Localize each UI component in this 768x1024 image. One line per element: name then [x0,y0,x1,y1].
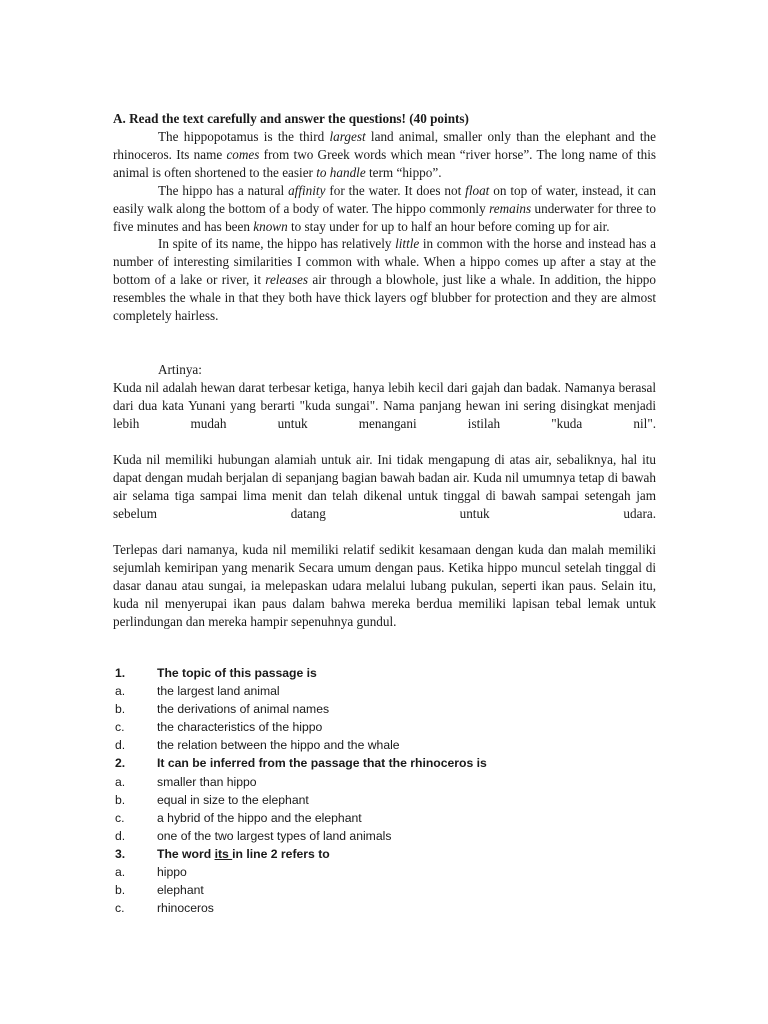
italic-word: comes [226,146,260,162]
question-3-option-b: b. elephant [115,883,204,898]
english-paragraph-3: In spite of its name, the hippo has relatively little in common with the horse and instead has a number of interesting similarities I common with whale. When a hippo comes up after a stay at the bottom of a lake or river, it releases air through a blowhole, just like a whale. In addition, the hippo resembles the whale in that they both have thick layers ogf blubber for protection and they are almost completely hairless. [113,236,657,324]
english-paragraph-2: The hippo has a natural affinity for the water. It does not float on top of water, instead, it can easily walk along the bottom of a body of water. The hippo commonly remains underwater for three to five minutes and has been known to stay under for up to half an hour before coming up for air. [113,182,657,234]
english-passage [113,128,656,325]
translation-paragraph-2: Kuda nil memiliki hubungan alamiah untuk air. Ini tidak mengapung di atas air, sebaliknya, hal itu dapat dengan mudah berjalan di sepanjang bagian bawah badan air. Kuda nil umumnya tetap di bawah air selama tiga sampai lima menit dan telah dikenal untuk tinggal di bawah sampai setengah jam sebelum datang untuk udara. [113,452,656,521]
question-2-option-d: d. one of the two largest types of land animals [115,828,392,843]
question-2-option-c: c. a hybrid of the hippo and the elephant [115,810,362,825]
underlined-word: its [214,846,233,861]
english-paragraph-1: The hippopotamus is the third largest land animal, smaller only than the elephant and the rhinoceros. Its name comes from two Greek words which mean “river horse”. The long name of this animal is often shortened to the easier to handle term “hippo”. [113,129,656,180]
italic-word: remains [489,200,532,216]
question-1-option-a: a. the largest land animal [115,684,280,699]
translation-paragraph-3: Terlepas dari namanya, kuda nil memiliki relatif sedikit kesamaan dengan kuda dan malah memiliki sejumlah kemiripan yang menarik Secara umum dengan paus. Ketika hippo muncul setelah tinggal di dasar danau atau sungai, ia melepaskan udara melalui lubang pukulan, seperti ikan paus. Selain itu, kuda nil menyerupai ikan paus dalam bahwa mereka berdua memiliki lapisan tebal lemak untuk perlindungan dan mereka hampir sepenuhnya gundul. [113,542,656,629]
italic-word: largest [329,129,366,144]
italic-word: releases [265,272,309,288]
question-3-option-a: a. hippo [115,865,187,880]
italic-word: to handle [316,164,366,180]
translation-paragraph-1: Kuda nil adalah hewan darat terbesar ketiga, hanya lebih kecil dari gajah dan badak. Namanya berasal dari dua kata Yunani yang berarti "kuda sungai". Nama panjang hewan ini sering disingkat menjadi lebih mudah untuk menangani istilah "kuda nil". [113,380,656,431]
question-1-option-c: c. the characteristics of the hippo [115,720,323,735]
question-2-option-a: a. smaller than hippo [115,774,257,789]
italic-word: float [465,182,490,198]
question-2: 2. It can be inferred from the passage that the rhinoceros is [115,756,487,771]
question-list [115,664,635,917]
italic-word: known [253,218,288,234]
question-1: 1. The topic of this passage is [115,666,317,680]
question-2-option-b: b. equal in size to the elephant [115,792,309,807]
italic-word: affinity [288,182,326,198]
question-1-option-d: d. the relation between the hippo and the whale [115,738,400,753]
question-3-option-c: c. rhinoceros [115,901,214,916]
question-3: 3. The word its in line 2 refers to [115,846,330,861]
italic-word: little [395,236,420,252]
section-heading: A. Read the text carefully and answer the questions! (40 points) [113,111,469,126]
question-1-option-b: b. the derivations of animal names [115,702,330,717]
translation-label: Artinya: [158,362,202,377]
